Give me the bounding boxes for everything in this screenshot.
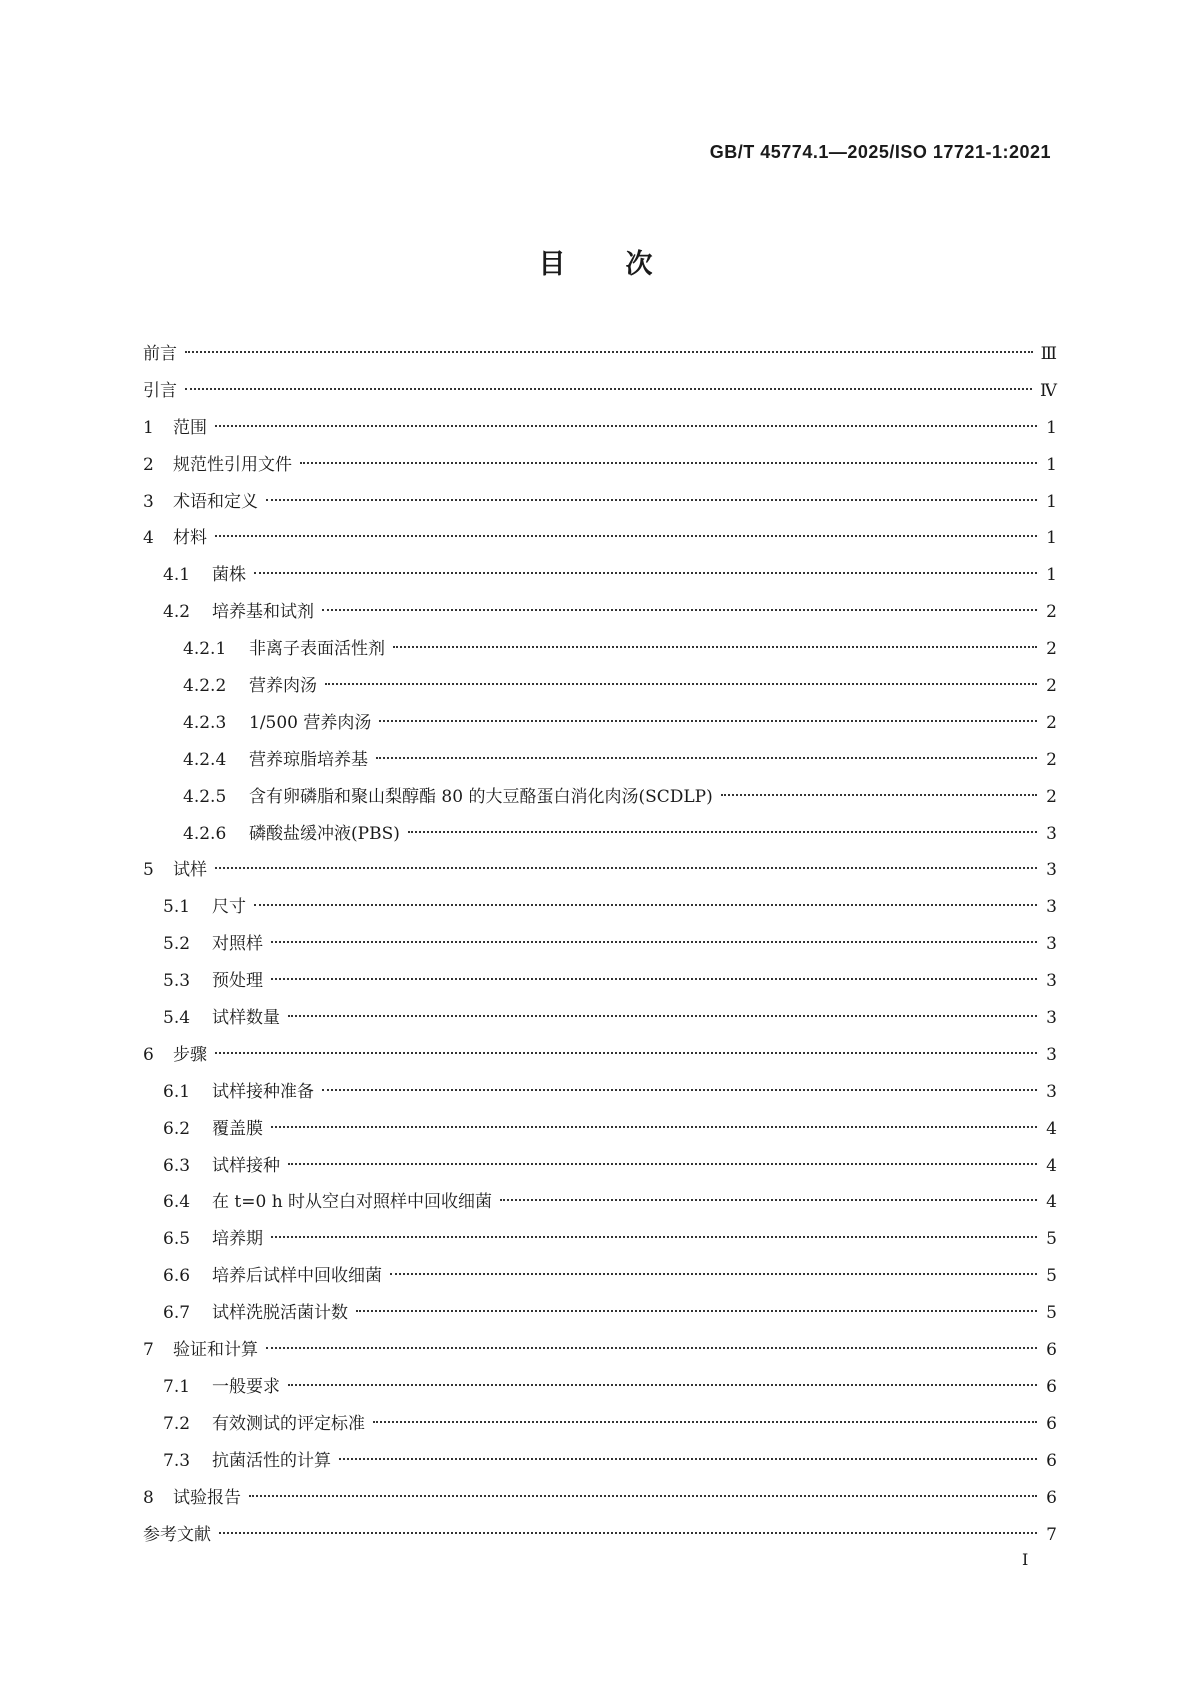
toc-entry-label: 培养期: [212, 1229, 263, 1250]
toc-entry-label: 尺寸: [212, 897, 246, 918]
toc-entry[interactable]: [143, 594, 1057, 631]
toc-dot-leader: [373, 1421, 1037, 1423]
toc-entry-page: 1: [1046, 528, 1057, 549]
toc-entry-number: 2: [143, 454, 154, 475]
iso-code: ISO 17721-1:2021: [894, 142, 1051, 162]
toc-entry[interactable]: [143, 1480, 1057, 1517]
toc-entry-label: 材料: [173, 528, 207, 549]
toc-dot-leader: [271, 978, 1037, 980]
toc-entry-number: 4.2.5: [183, 786, 227, 807]
toc-entry[interactable]: [143, 410, 1057, 447]
toc-entry-page: 4: [1046, 1192, 1057, 1213]
toc-entry-number: 7: [143, 1340, 154, 1361]
page-folio: I: [1022, 1550, 1029, 1569]
toc-entry-label: 营养琼脂培养基: [249, 749, 368, 770]
toc-entry-label: 非离子表面活性剂: [249, 639, 385, 660]
toc-entry-page: Ⅲ: [1040, 344, 1057, 364]
toc-dot-leader: [215, 425, 1037, 427]
toc-entry-page: 6: [1046, 1413, 1057, 1434]
toc-entry[interactable]: [143, 1221, 1057, 1258]
toc-entry-number: 6.1: [163, 1081, 191, 1102]
toc-entry-label: 规范性引用文件: [173, 454, 292, 475]
toc-entry-page: 3: [1046, 897, 1057, 918]
toc-dot-leader: [322, 609, 1037, 611]
toc-dot-leader: [325, 683, 1037, 685]
toc-entry-number: 5.4: [163, 1008, 191, 1029]
toc-entry-label: 参考文献: [143, 1524, 211, 1545]
toc-entry-number: 6.6: [163, 1266, 191, 1287]
toc-entry-page: 1: [1046, 565, 1057, 586]
toc-entry[interactable]: [143, 889, 1057, 926]
toc-entry-number: 4.2.4: [183, 749, 227, 770]
table-of-contents: [143, 336, 1057, 1553]
toc-entry-number: 1: [143, 417, 154, 438]
toc-entry-number: 6.4: [163, 1192, 191, 1213]
toc-dot-leader: [288, 1015, 1037, 1017]
toc-entry-page: 1: [1046, 454, 1057, 475]
toc-entry-label: 引言: [143, 380, 177, 401]
toc-entry-label: 试样数量: [212, 1008, 280, 1029]
toc-entry-number: 6.7: [163, 1303, 191, 1324]
toc-title: 目次: [538, 249, 713, 280]
toc-entry-number: 7.2: [163, 1413, 191, 1434]
toc-entry-page: 4: [1046, 1118, 1057, 1139]
toc-entry-page: 5: [1046, 1303, 1057, 1324]
toc-dot-leader: [339, 1458, 1037, 1460]
toc-entry-label: 有效测试的评定标准: [212, 1413, 365, 1434]
toc-entry-page: 6: [1046, 1376, 1057, 1397]
toc-entry-number: 4.2.3: [183, 712, 227, 733]
toc-entry[interactable]: [143, 1148, 1057, 1185]
toc-entry[interactable]: [143, 520, 1057, 557]
toc-entry-label: 培养基和试剂: [212, 602, 314, 623]
toc-entry-number: 6.2: [163, 1118, 191, 1139]
toc-dot-leader: [249, 1495, 1037, 1497]
toc-entry-number: 4.2: [163, 602, 191, 623]
toc-entry-label: 步骤: [173, 1044, 207, 1065]
toc-dot-leader: [254, 904, 1037, 906]
toc-entry-number: 4.1: [163, 565, 191, 586]
toc-entry-label: 抗菌活性的计算: [212, 1450, 331, 1471]
toc-entry-label: 试样: [173, 860, 207, 881]
standard-code: [710, 142, 1051, 163]
toc-entry-page: 6: [1046, 1487, 1057, 1508]
toc-entry-number: 8: [143, 1487, 154, 1508]
toc-dot-leader: [215, 867, 1037, 869]
toc-entry-number: 6.5: [163, 1229, 191, 1250]
toc-entry[interactable]: [143, 373, 1057, 410]
toc-dot-leader: [322, 1089, 1037, 1091]
toc-entry-number: 4.2.1: [183, 639, 227, 660]
toc-dot-leader: [379, 720, 1037, 722]
toc-entry-label: 含有卵磷脂和聚山梨醇酯 80 的大豆酪蛋白消化肉汤(SCDLP): [249, 786, 713, 807]
toc-entry-page: Ⅳ: [1040, 380, 1057, 401]
toc-entry[interactable]: [143, 1332, 1057, 1369]
toc-entry[interactable]: [143, 1517, 1057, 1554]
toc-entry-label: 范围: [173, 417, 207, 438]
toc-entry[interactable]: [143, 1443, 1057, 1480]
toc-entry-page: 4: [1046, 1155, 1057, 1176]
toc-entry[interactable]: [143, 1000, 1057, 1037]
toc-dot-leader: [185, 351, 1033, 353]
toc-dot-leader: [300, 462, 1037, 464]
toc-entry-page: 2: [1046, 712, 1057, 733]
toc-entry-label: 预处理: [212, 971, 263, 992]
toc-dot-leader: [271, 1126, 1037, 1128]
toc-dot-leader: [215, 1052, 1037, 1054]
toc-entry-number: 5.2: [163, 934, 191, 955]
toc-entry-number: 4.2.2: [183, 676, 227, 697]
toc-entry-number: 6.3: [163, 1155, 191, 1176]
toc-dot-leader: [390, 1273, 1037, 1275]
toc-entry-label: 一般要求: [212, 1376, 280, 1397]
toc-entry-page: 2: [1046, 676, 1057, 697]
toc-entry-label: 覆盖膜: [212, 1118, 263, 1139]
toc-entry[interactable]: [143, 336, 1057, 373]
toc-dot-leader: [266, 499, 1037, 501]
toc-entry-page: 5: [1046, 1229, 1057, 1250]
toc-dot-leader: [215, 535, 1037, 537]
toc-entry-page: 6: [1046, 1450, 1057, 1471]
toc-entry-label: 1/500 营养肉汤: [249, 712, 372, 733]
toc-entry-label: 验证和计算: [173, 1340, 258, 1361]
toc-entry-number: 6: [143, 1044, 154, 1065]
toc-dot-leader: [185, 388, 1032, 390]
toc-entry[interactable]: [143, 742, 1057, 779]
toc-entry-page: 2: [1046, 786, 1057, 807]
toc-entry-page: 2: [1046, 749, 1057, 770]
toc-dot-leader: [393, 646, 1037, 648]
toc-entry-number: 7.1: [163, 1376, 191, 1397]
toc-entry-page: 3: [1046, 860, 1057, 881]
toc-entry-page: 1: [1046, 491, 1057, 512]
toc-dot-leader: [254, 572, 1037, 574]
toc-entry[interactable]: [143, 816, 1057, 853]
toc-entry[interactable]: [143, 1111, 1057, 1148]
toc-entry[interactable]: [143, 631, 1057, 668]
toc-dot-leader: [376, 757, 1037, 759]
toc-dot-leader: [356, 1310, 1037, 1312]
toc-entry-number: 3: [143, 491, 154, 512]
toc-entry[interactable]: [143, 1037, 1057, 1074]
toc-entry-number: 7.3: [163, 1450, 191, 1471]
toc-entry[interactable]: [143, 1406, 1057, 1443]
toc-entry-number: 5.1: [163, 897, 191, 918]
toc-dot-leader: [408, 831, 1037, 833]
toc-dot-leader: [219, 1532, 1037, 1534]
toc-entry-number: 5: [143, 860, 154, 881]
toc-entry[interactable]: [143, 668, 1057, 705]
toc-entry[interactable]: [143, 1184, 1057, 1221]
toc-entry-number: 4.2.6: [183, 823, 227, 844]
toc-entry[interactable]: [143, 852, 1057, 889]
toc-dot-leader: [288, 1384, 1037, 1386]
toc-dot-leader: [288, 1163, 1037, 1165]
toc-entry-label: 对照样: [212, 934, 263, 955]
toc-entry-number: 4: [143, 528, 154, 549]
toc-entry-page: 5: [1046, 1266, 1057, 1287]
toc-entry-page: 3: [1046, 823, 1057, 844]
toc-dot-leader: [271, 1236, 1037, 1238]
toc-entry-page: 2: [1046, 639, 1057, 660]
toc-dot-leader: [266, 1347, 1037, 1349]
toc-dot-leader: [271, 941, 1037, 943]
toc-entry[interactable]: [143, 557, 1057, 594]
toc-entry-page: 6: [1046, 1340, 1057, 1361]
toc-entry-page: 3: [1046, 934, 1057, 955]
toc-entry-page: 3: [1046, 1008, 1057, 1029]
toc-entry-label: 试样接种准备: [212, 1081, 314, 1102]
toc-entry[interactable]: [143, 779, 1057, 816]
toc-entry-page: 1: [1046, 417, 1057, 438]
toc-entry-number: 5.3: [163, 971, 191, 992]
toc-entry[interactable]: [143, 447, 1057, 484]
toc-entry[interactable]: [143, 1295, 1057, 1332]
toc-dot-leader: [721, 794, 1037, 796]
toc-entry[interactable]: [143, 1258, 1057, 1295]
toc-entry[interactable]: [143, 705, 1057, 742]
toc-entry-page: 3: [1046, 1081, 1057, 1102]
toc-entry[interactable]: [143, 484, 1057, 521]
toc-entry-label: 磷酸盐缓冲液(PBS): [249, 823, 400, 844]
gb-code: GB/T 45774.1—2025/: [709, 142, 895, 162]
toc-entry[interactable]: [143, 1369, 1057, 1406]
toc-entry-label: 培养后试样中回收细菌: [212, 1266, 382, 1287]
toc-dot-leader: [500, 1199, 1037, 1201]
toc-entry-label: 营养肉汤: [249, 676, 317, 697]
toc-entry-label: 前言: [143, 344, 177, 364]
toc-entry-label: 试样洗脱活菌计数: [212, 1303, 348, 1324]
toc-entry[interactable]: [143, 963, 1057, 1000]
toc-entry-page: 7: [1046, 1524, 1057, 1545]
toc-entry-label: 术语和定义: [173, 491, 258, 512]
toc-entry-label: 试验报告: [173, 1487, 241, 1508]
toc-entry-label: 菌株: [212, 565, 246, 586]
toc-entry-page: 3: [1046, 1044, 1057, 1065]
toc-entry-label: 试样接种: [212, 1155, 280, 1176]
toc-entry[interactable]: [143, 926, 1057, 963]
toc-entry-page: 2: [1046, 602, 1057, 623]
toc-entry[interactable]: [143, 1074, 1057, 1111]
toc-entry-label: 在 t=0 h 时从空白对照样中回收细菌: [212, 1192, 493, 1213]
toc-entry-page: 3: [1046, 971, 1057, 992]
